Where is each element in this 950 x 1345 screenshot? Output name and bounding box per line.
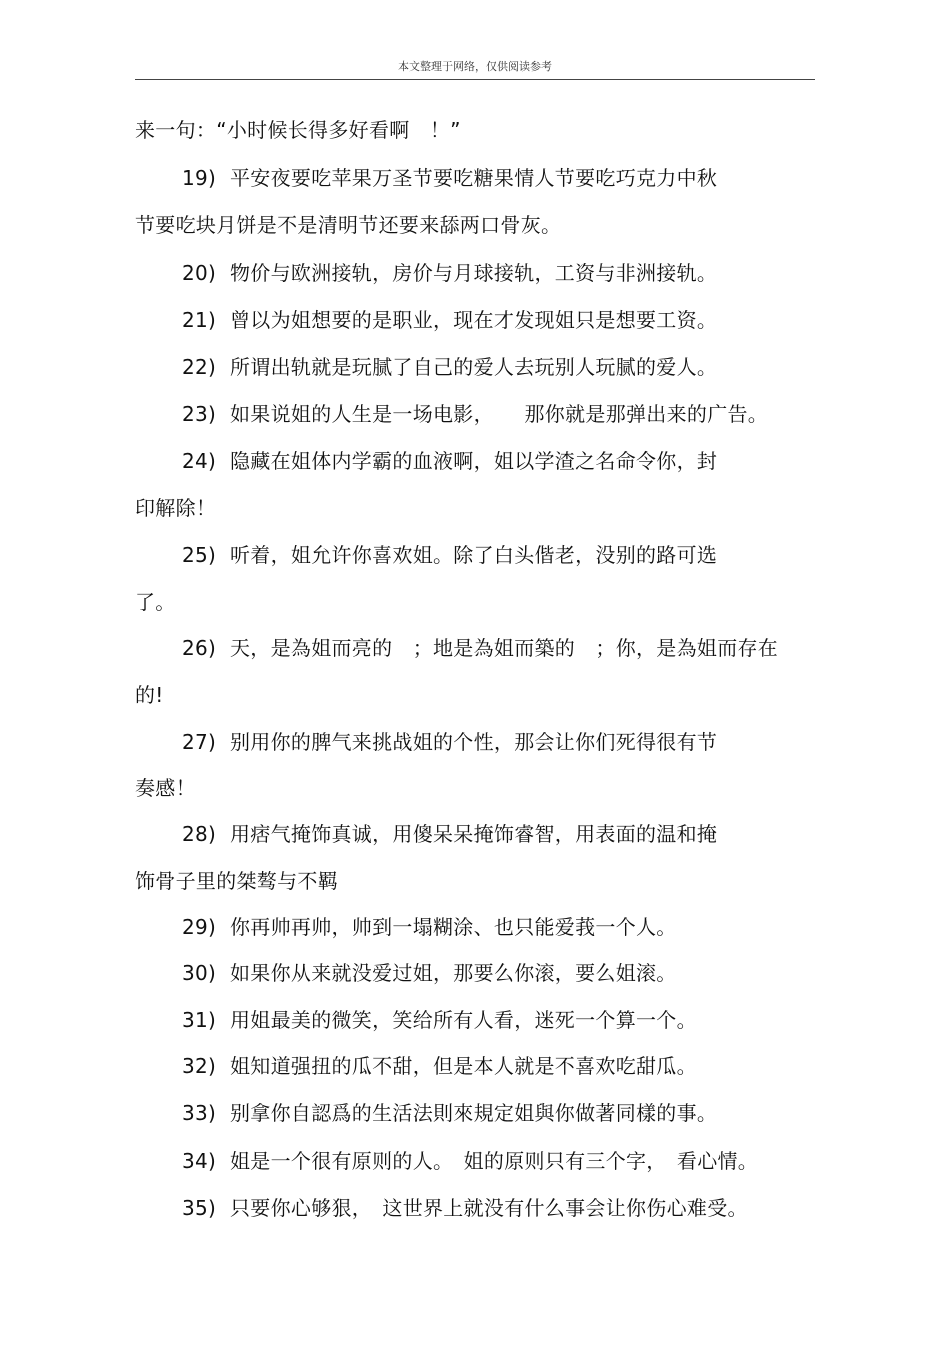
list-item [135, 402, 768, 426]
item-text: 如果你从来就没爱过姐，那要么你滚，要么姐滚。 [230, 961, 677, 985]
item-number: 35) [182, 1196, 217, 1220]
item-number: 25) [182, 543, 217, 567]
line-text: 的! [135, 683, 164, 707]
item-text: 别用你的脾气来挑战姐的个性，那会让你们死得很有节 [230, 730, 718, 754]
item-number: 22) [182, 355, 217, 379]
text-line [135, 496, 216, 520]
item-number: 24) [182, 449, 217, 473]
text-line [135, 118, 461, 142]
line-text: 来一句：“小时候长得多好看啊 ！” [135, 118, 461, 142]
item-text: 听着，姐允许你喜欢姐。除了白头偕老，没别的路可选 [230, 543, 718, 567]
line-text: 饰骨子里的桀骜与不羁 [135, 869, 338, 893]
list-item [135, 1008, 697, 1032]
list-item [135, 449, 717, 473]
list-item [135, 961, 677, 985]
line-text: 节要吃块月饼是不是清明节还要来舔两口骨灰。 [135, 213, 562, 237]
list-item [135, 308, 717, 332]
item-text: 姐是一个很有原则的人。 姐的原则只有三个字， 看心情。 [230, 1149, 759, 1173]
item-number: 29) [182, 915, 217, 939]
list-item [135, 543, 717, 567]
list-item [135, 822, 717, 846]
list-item [135, 730, 717, 754]
item-text: 只要你心够狠， 这世界上就没有什么事会让你伤心难受。 [230, 1196, 748, 1220]
item-number: 31) [182, 1008, 217, 1032]
list-item [135, 915, 677, 939]
item-number: 28) [182, 822, 217, 846]
item-text: 用痞气掩饰真诚，用傻呆呆掩饰睿智，用表面的温和掩 [230, 822, 718, 846]
text-line [135, 213, 561, 237]
item-number: 26) [182, 636, 217, 660]
item-number: 33) [182, 1101, 217, 1125]
item-number: 19) [182, 166, 217, 190]
list-item [135, 1149, 758, 1173]
item-number: 27) [182, 730, 217, 754]
list-item [135, 166, 717, 190]
item-text: 如果说姐的人生是一场电影， 那你就是那弹出来的广告。 [230, 402, 769, 426]
line-text: 印解除！ [135, 496, 217, 520]
list-item [135, 355, 717, 379]
item-text: 用姐最美的微笑，笑给所有人看，迷死一个算一个。 [230, 1008, 697, 1032]
item-number: 20) [182, 261, 217, 285]
list-item [135, 636, 778, 660]
line-text: 了。 [135, 590, 176, 614]
list-item [135, 1196, 748, 1220]
item-text: 你再帅再帅，帅到一塌糊涂、也只能爱莪一个人。 [230, 915, 677, 939]
list-item [135, 1054, 697, 1078]
item-text: 曾以为姐想要的是职业，现在才发现姐只是想要工资。 [230, 308, 718, 332]
item-text: 所谓出轨就是玩腻了自己的爱人去玩别人玩腻的爱人。 [230, 355, 718, 379]
item-number: 30) [182, 961, 217, 985]
page-header: 本文整理于网络，仅供阅读参考 [398, 60, 552, 73]
header-rule [135, 79, 815, 80]
item-text: 天，是為姐而亮的 ；地是為姐而築的 ；你，是為姐而存在 [230, 636, 779, 660]
item-number: 23) [182, 402, 217, 426]
item-text: 姐知道强扭的瓜不甜，但是本人就是不喜欢吃甜瓜。 [230, 1054, 697, 1078]
line-text: 奏感！ [135, 776, 196, 800]
item-text: 平安夜要吃苹果万圣节要吃糖果情人节要吃巧克力中秋 [230, 166, 718, 190]
text-line [135, 590, 176, 614]
text-line [135, 869, 338, 893]
item-number: 34) [182, 1149, 217, 1173]
item-number: 32) [182, 1054, 217, 1078]
item-text: 别拿你自認爲的生活法則來規定姐與你做著同樣的事。 [230, 1101, 718, 1125]
list-item [135, 261, 717, 285]
list-item [135, 1101, 717, 1125]
text-line [135, 776, 196, 800]
item-number: 21) [182, 308, 217, 332]
text-line [135, 683, 164, 707]
item-text: 隐藏在姐体内学霸的血液啊，姐以学渣之名命令你，封 [230, 449, 718, 473]
item-text: 物价与欧洲接轨，房价与月球接轨，工资与非洲接轨。 [230, 261, 718, 285]
